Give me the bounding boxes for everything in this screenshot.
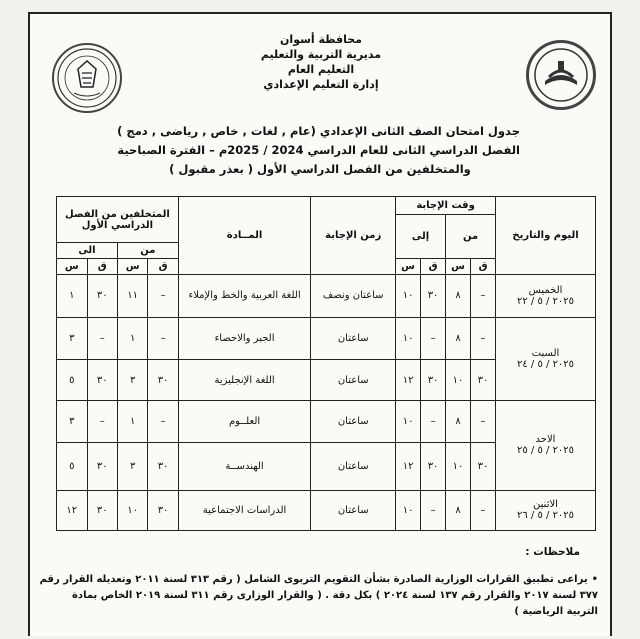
late-to-minute: ٣٠ xyxy=(87,443,117,490)
late-from-hour: ١ xyxy=(117,400,147,443)
late-to-hour: ٥ xyxy=(57,443,88,490)
header-s: س xyxy=(396,259,421,275)
subject-cell: اللغة الإنجليزية xyxy=(178,360,311,400)
late-to-minute: ٣٠ xyxy=(87,490,117,530)
header-q: ق xyxy=(471,259,496,275)
late-from-minute: – xyxy=(148,317,178,360)
late-from-hour: ١ xyxy=(117,317,147,360)
late-to-minute: ٣٠ xyxy=(87,275,117,318)
duration-cell: ساعتان ونصف xyxy=(311,275,396,318)
to-minute: – xyxy=(421,317,446,360)
header-duration: زمن الإجابة xyxy=(311,197,396,275)
day-date-cell: الاحد ٢٠٢٥ / ٥ / ٢٥ xyxy=(496,400,596,490)
late-to-minute: ٣٠ xyxy=(87,360,117,400)
subject-cell: الهندســة xyxy=(178,443,311,490)
late-to-hour: ١٢ xyxy=(57,490,88,530)
document-title xyxy=(117,122,520,179)
header-line: محافظة أسوان xyxy=(280,33,362,46)
header-line: إدارة التعليم الإعدادي xyxy=(263,78,379,91)
header-from: من xyxy=(446,215,496,259)
from-minute: ٣٠ xyxy=(471,443,496,490)
late-to-hour: ٣ xyxy=(57,400,88,443)
day-date-cell: الاثنين ٢٠٢٥ / ٥ / ٢٦ xyxy=(496,490,596,530)
late-from-minute: ٣٠ xyxy=(148,490,178,530)
from-minute: – xyxy=(471,400,496,443)
header-q: ق xyxy=(87,259,117,275)
subject-cell: الدراسات الاجتماعية xyxy=(178,490,311,530)
notes-body xyxy=(38,572,598,620)
from-minute: – xyxy=(471,317,496,360)
to-minute: ٣٠ xyxy=(421,360,446,400)
to-minute: ٣٠ xyxy=(421,275,446,318)
header-day-date: اليوم والتاريخ xyxy=(496,197,596,275)
duration-cell: ساعتان xyxy=(311,360,396,400)
header-s: س xyxy=(446,259,471,275)
late-from-minute: ٣٠ xyxy=(148,443,178,490)
late-from-minute: – xyxy=(148,400,178,443)
to-hour: ١٠ xyxy=(396,275,421,318)
to-hour: ١٢ xyxy=(396,360,421,400)
late-from-hour: ٣ xyxy=(117,360,147,400)
header-late-students: المتخلفين من الفصل الدراسي الأول xyxy=(57,197,179,243)
table-row xyxy=(57,317,596,360)
issuer-header xyxy=(246,32,396,92)
late-from-minute: – xyxy=(148,275,178,318)
table-row xyxy=(57,400,596,443)
late-to-hour: ١ xyxy=(57,275,88,318)
header-s: س xyxy=(117,259,147,275)
header-late-to: الى xyxy=(57,243,118,259)
duration-cell: ساعتان xyxy=(311,317,396,360)
header-q: ق xyxy=(148,259,178,275)
title-line-1: جدول امتحان الصف الثانى الإعدادي (عام , لغات , خاص , رياضى , دمج ) xyxy=(117,124,520,138)
header-answer-time: وقت الإجابة xyxy=(396,197,496,215)
table-row xyxy=(57,490,596,530)
from-hour: ٨ xyxy=(446,317,471,360)
to-hour: ١٢ xyxy=(396,443,421,490)
late-to-hour: ٣ xyxy=(57,317,88,360)
from-minute: – xyxy=(471,275,496,318)
from-minute: ٣٠ xyxy=(471,360,496,400)
subject-cell: اللغة العربية والخط والإملاء xyxy=(178,275,311,318)
ministry-logo-icon xyxy=(526,40,596,110)
notes-text: يراعى تطبيق القرارات الوزارية الصادرة بشأن التقويم التربوى الشامل ( رقم ٣١٣ لسنة ٢٠١١ وتعديله القرار رقم ٣٧٧ لسنة ٢٠١٧ والقرار رقم ١٣٧ لسنة ٢٠٢٤ ) بكل دقة . ( والقرار الوزارى رقم ٣١١ لسنة ٢٠١٩ الخاص بمادة التربية الرياضية ) xyxy=(39,574,598,617)
subject-cell: العلــوم xyxy=(178,400,311,443)
day-date-cell: السبت ٢٠٢٥ / ٥ / ٢٤ xyxy=(496,317,596,400)
governorate-seal-icon xyxy=(52,43,122,113)
from-hour: ٨ xyxy=(446,490,471,530)
duration-cell: ساعتان xyxy=(311,443,396,490)
bullet-icon: • xyxy=(591,574,598,585)
late-to-hour: ٥ xyxy=(57,360,88,400)
header-line: مديرية التربية والتعليم xyxy=(260,48,382,61)
to-minute: – xyxy=(421,490,446,530)
late-from-hour: ١١ xyxy=(117,275,147,318)
to-minute: – xyxy=(421,400,446,443)
from-hour: ٨ xyxy=(446,400,471,443)
title-line-2: الفصل الدراسي الثانى للعام الدراسي 2024 / 2025م – الفترة الصباحية xyxy=(117,143,520,157)
late-to-minute: – xyxy=(87,317,117,360)
late-to-minute: – xyxy=(87,400,117,443)
header-late-from: من xyxy=(117,243,178,259)
header-line: التعليم العام xyxy=(287,63,355,76)
to-hour: ١٠ xyxy=(396,317,421,360)
duration-cell: ساعتان xyxy=(311,490,396,530)
header-s: س xyxy=(57,259,88,275)
header-subject: المــادة xyxy=(178,197,311,275)
header-q: ق xyxy=(421,259,446,275)
table-row xyxy=(57,275,596,318)
day-date-cell: الخميس ٢٠٢٥ / ٥ / ٢٢ xyxy=(496,275,596,318)
from-hour: ١٠ xyxy=(446,443,471,490)
from-hour: ١٠ xyxy=(446,360,471,400)
from-hour: ٨ xyxy=(446,275,471,318)
late-from-minute: ٣٠ xyxy=(148,360,178,400)
exam-schedule-table xyxy=(56,196,596,531)
subject-cell: الجبر والاحصاء xyxy=(178,317,311,360)
to-hour: ١٠ xyxy=(396,400,421,443)
late-from-hour: ٣ xyxy=(117,443,147,490)
title-line-3: والمتخلفين من الفصل الدراسي الأول ( بعذر مقبول ) xyxy=(169,162,471,176)
notes-title: ملاحظات : xyxy=(525,546,580,558)
from-minute: – xyxy=(471,490,496,530)
late-from-hour: ١٠ xyxy=(117,490,147,530)
to-minute: ٣٠ xyxy=(421,443,446,490)
duration-cell: ساعتان xyxy=(311,400,396,443)
to-hour: ١٠ xyxy=(396,490,421,530)
header-to: إلى xyxy=(396,215,446,259)
